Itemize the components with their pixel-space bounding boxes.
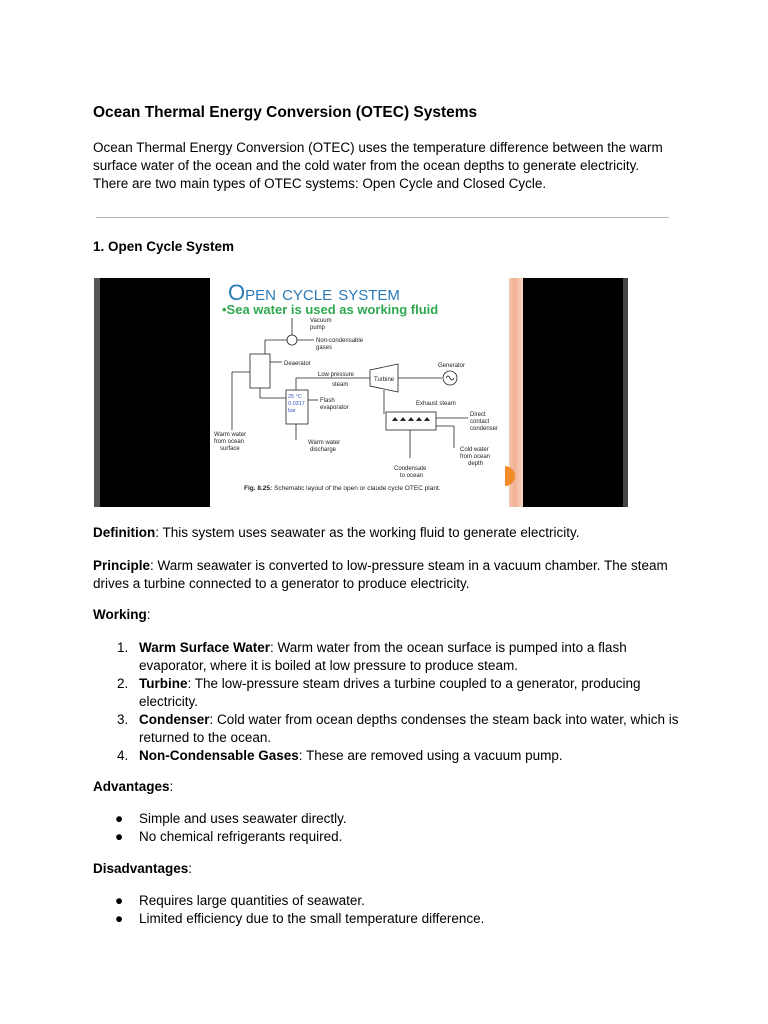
disadvantage-text: Requires large quantities of seawater. [139, 893, 365, 908]
label-exhaust-steam: Exhaust steam [416, 401, 456, 407]
disadvantages-list [93, 892, 679, 928]
advantages-label: Advantages [93, 779, 170, 794]
diagram-slide [210, 278, 509, 507]
label-flash: Flash [320, 398, 335, 404]
label-from-ocean: from ocean [214, 439, 245, 445]
label-evaporator: evaporator [320, 405, 349, 411]
working-heading [93, 606, 683, 624]
label-surface: surface [220, 446, 240, 452]
intro-paragraph: Ocean Thermal Energy Conversion (OTEC) uses the temperature difference between the warm surface water of the ocean and the cold water from the ocean depths to generate electricity. There are two main types of OTEC systems: Open Cycle and Closed Cycle. [93, 140, 663, 191]
label-contact: contact [470, 419, 490, 425]
right-edge-bar [623, 278, 628, 507]
label-condensate: Condensate [394, 466, 427, 472]
principle-label: Principle [93, 558, 151, 573]
label-condenser: condenser [470, 426, 499, 432]
label-discharge: discharge [310, 447, 337, 453]
list-item [93, 892, 679, 910]
left-edge-bar [94, 278, 100, 507]
advantages-colon: : [169, 779, 174, 794]
disadvantages-colon: : [188, 861, 193, 876]
list-item [93, 747, 679, 765]
disadvantages-heading [93, 860, 683, 878]
principle-paragraph [93, 557, 668, 593]
advantage-text: Simple and uses seawater directly. [139, 811, 347, 826]
step-number: 2. [117, 676, 129, 691]
label-vacuum: Vacuum [310, 318, 332, 324]
working-colon: : [146, 607, 151, 622]
label-cold-water: Cold water [460, 447, 489, 453]
step-text: : Cold water from ocean depths condenses the steam back into water, which is returned to the ocean. [139, 712, 679, 745]
label-bar: bar [288, 408, 296, 414]
step-label: Non-Condensable Gases [139, 748, 299, 763]
step-text: : These are removed using a vacuum pump. [298, 748, 563, 763]
step-text: : The low-pressure steam drives a turbine coupled to a generator, producing electricity. [139, 676, 641, 709]
deaerator-vessel [250, 354, 270, 388]
advantage-text: No chemical refrigerants required. [139, 829, 343, 844]
caption-text: Schematic layout of the open or claude cycle OTEC plant. [272, 485, 441, 492]
working-label: Working [93, 607, 147, 622]
step-text: : Warm water from the ocean surface is pumped into a flash evaporator, where it is boiled at low pressure to produce steam. [139, 640, 627, 673]
step-label: Condenser [139, 712, 210, 727]
label-noncondensable: Non-condensable [316, 338, 364, 344]
bullet-icon: ● [115, 893, 124, 908]
list-item [93, 910, 679, 928]
figure-caption [244, 485, 441, 492]
slide-subtitle: •Sea water is used as working fluid [222, 302, 439, 317]
advantages-heading [93, 778, 683, 796]
label-generator: Generator [438, 363, 466, 369]
section-heading: 1. Open Cycle System [93, 239, 235, 254]
advantages-list [93, 810, 679, 846]
definition-text: : This system uses seawater as the working fluid to generate electricity. [155, 525, 580, 540]
bullet-icon: ● [115, 829, 124, 844]
label-low-pressure: Low pressure [318, 372, 355, 378]
step-number: 3. [117, 712, 129, 727]
step-number: 4. [117, 748, 129, 763]
list-item [93, 711, 679, 747]
caption-figure-number: Fig. 8.25: [244, 485, 273, 492]
label-warm-water-discharge: Warm water [308, 440, 341, 446]
disadvantages-label: Disadvantages [93, 861, 189, 876]
label-deaerator: Deaerator [284, 361, 311, 367]
label-direct: Direct [470, 412, 486, 418]
definition-paragraph [93, 524, 683, 542]
disadvantage-text: Limited efficiency due to the small temperature difference. [139, 911, 485, 926]
step-number: 1. [117, 640, 129, 655]
label-depth: depth [468, 461, 484, 467]
open-cycle-figure [94, 278, 628, 507]
horizontal-rule [96, 217, 669, 218]
page-title: Ocean Thermal Energy Conversion (OTEC) Systems [93, 104, 478, 121]
label-gases: gases [316, 345, 333, 351]
label-pump: pump [310, 325, 326, 331]
otec-diagram [210, 278, 509, 507]
working-steps-list [93, 639, 679, 765]
list-item [93, 639, 679, 675]
bullet-icon: ● [115, 911, 124, 926]
step-label: Turbine [139, 676, 188, 691]
label-steam: steam [332, 382, 349, 388]
condenser-spray-nozzles [392, 417, 430, 421]
vacuum-pump-symbol [287, 335, 297, 345]
list-item [93, 675, 679, 711]
slide-title: Open cycle system [228, 280, 400, 305]
definition-label: Definition [93, 525, 156, 540]
step-label: Warm Surface Water [139, 640, 271, 655]
label-to-ocean: to ocean [400, 473, 424, 479]
label-cold-from-ocean: from ocean [460, 454, 491, 460]
list-item [93, 810, 679, 828]
bullet-icon: ● [115, 811, 124, 826]
label-temperature: 25 °C [288, 394, 302, 400]
label-pressure-value: 0.0317 [288, 401, 305, 407]
label-warm-water: Warm water [214, 432, 247, 438]
list-item [93, 828, 679, 846]
label-turbine: Turbine [374, 377, 395, 383]
principle-text: : Warm seawater is converted to low-pressure steam in a vacuum chamber. The steam drives a turbine connected to a generator to produce electricity. [93, 558, 668, 591]
